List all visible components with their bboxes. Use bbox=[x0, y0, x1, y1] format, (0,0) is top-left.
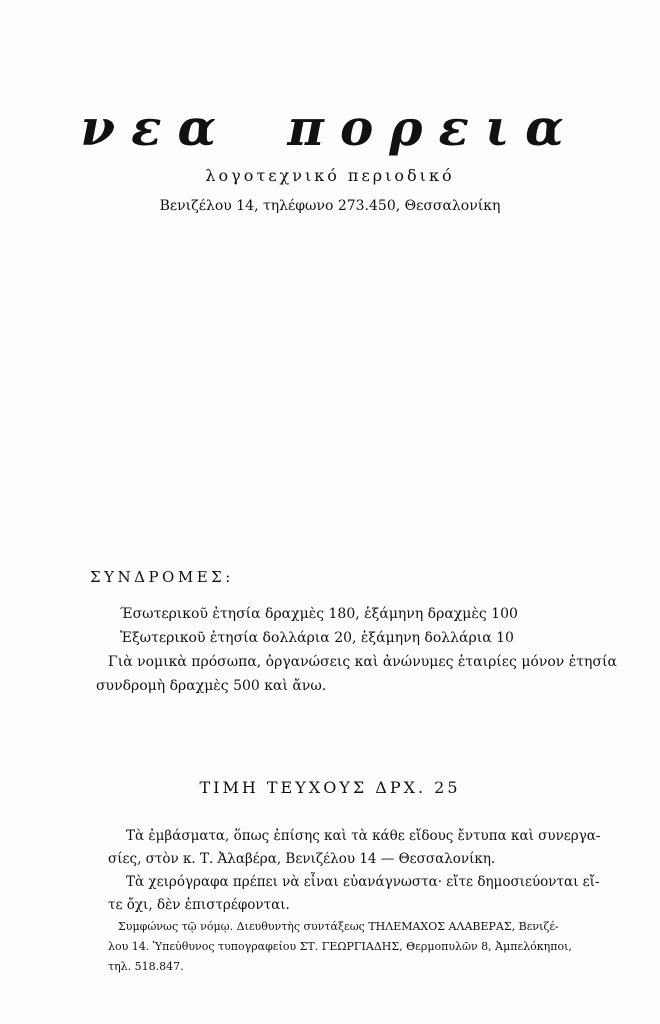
issue-price: ΤΙΜΗ ΤΕΥΧΟΥΣ ΔΡΧ. 25 bbox=[199, 778, 461, 797]
note-line: Τὰ χειρόγραφα πρέπει νὰ εἶναι εὐανάγνωστα· εἴτε δημοσιεύονται εἴ- bbox=[126, 874, 600, 890]
imprint-line: τηλ. 518.847. bbox=[108, 960, 184, 973]
subscriptions-heading: ΣΥΝΔΡΟΜΕΣ: bbox=[90, 568, 234, 586]
note-line: τε ὄχι, δὲν ἐπιστρέφονται. bbox=[108, 897, 290, 913]
imprint-line: Συμφώνως τῷ νόμῳ. Διευθυντὴς συντάξεως ΤΗΛΕΜΑΧΟΣ ΑΛΑΒΕΡΑΣ, Βενιζέ- bbox=[118, 920, 559, 933]
note-line: Τὰ ἐμβάσματα, ὅπως ἐπίσης καὶ τὰ κάθε εἴδους ἔντυπα καὶ συνεργα- bbox=[126, 828, 601, 844]
magazine-title: νεα πορεια bbox=[80, 98, 580, 157]
subscription-line-foreign: Ἐξωτερικοῦ ἐτησία δολλάρια 20, ἑξάμηνη δολλάρια 10 bbox=[120, 630, 514, 646]
note-line: σίες, στὸν κ. Τ. Ἀλαβέρα, Βενιζέλου 14 — Θεσσαλονίκη. bbox=[108, 851, 496, 867]
publisher-address: Βενιζέλου 14, τηλέφωνο 273.450, Θεσσαλονίκη bbox=[159, 198, 501, 214]
subscription-line-organizations: Γιὰ νομικὰ πρόσωπα, ὀργανώσεις καὶ ἀνώνυμες ἑταιρίες μόνον ἐτησία bbox=[108, 654, 617, 670]
subscription-line-organizations-cont: συνδρομὴ δραχμὲς 500 καὶ ἄνω. bbox=[96, 678, 327, 694]
subscription-line-domestic: Έσωτερικοῦ ἐτησία δραχμὲς 180, ἑξάμηνη δραχμὲς 100 bbox=[120, 606, 518, 622]
imprint-line: λου 14. Ὑπεύθυνος τυπογραφείου ΣΤ. ΓΕΩΡΓΙΑΔΗΣ, Θερμοπυλῶν 8, Ἀμπελόκηποι, bbox=[108, 940, 572, 953]
magazine-subtitle: λογοτεχνικό περιοδικό bbox=[205, 166, 455, 185]
